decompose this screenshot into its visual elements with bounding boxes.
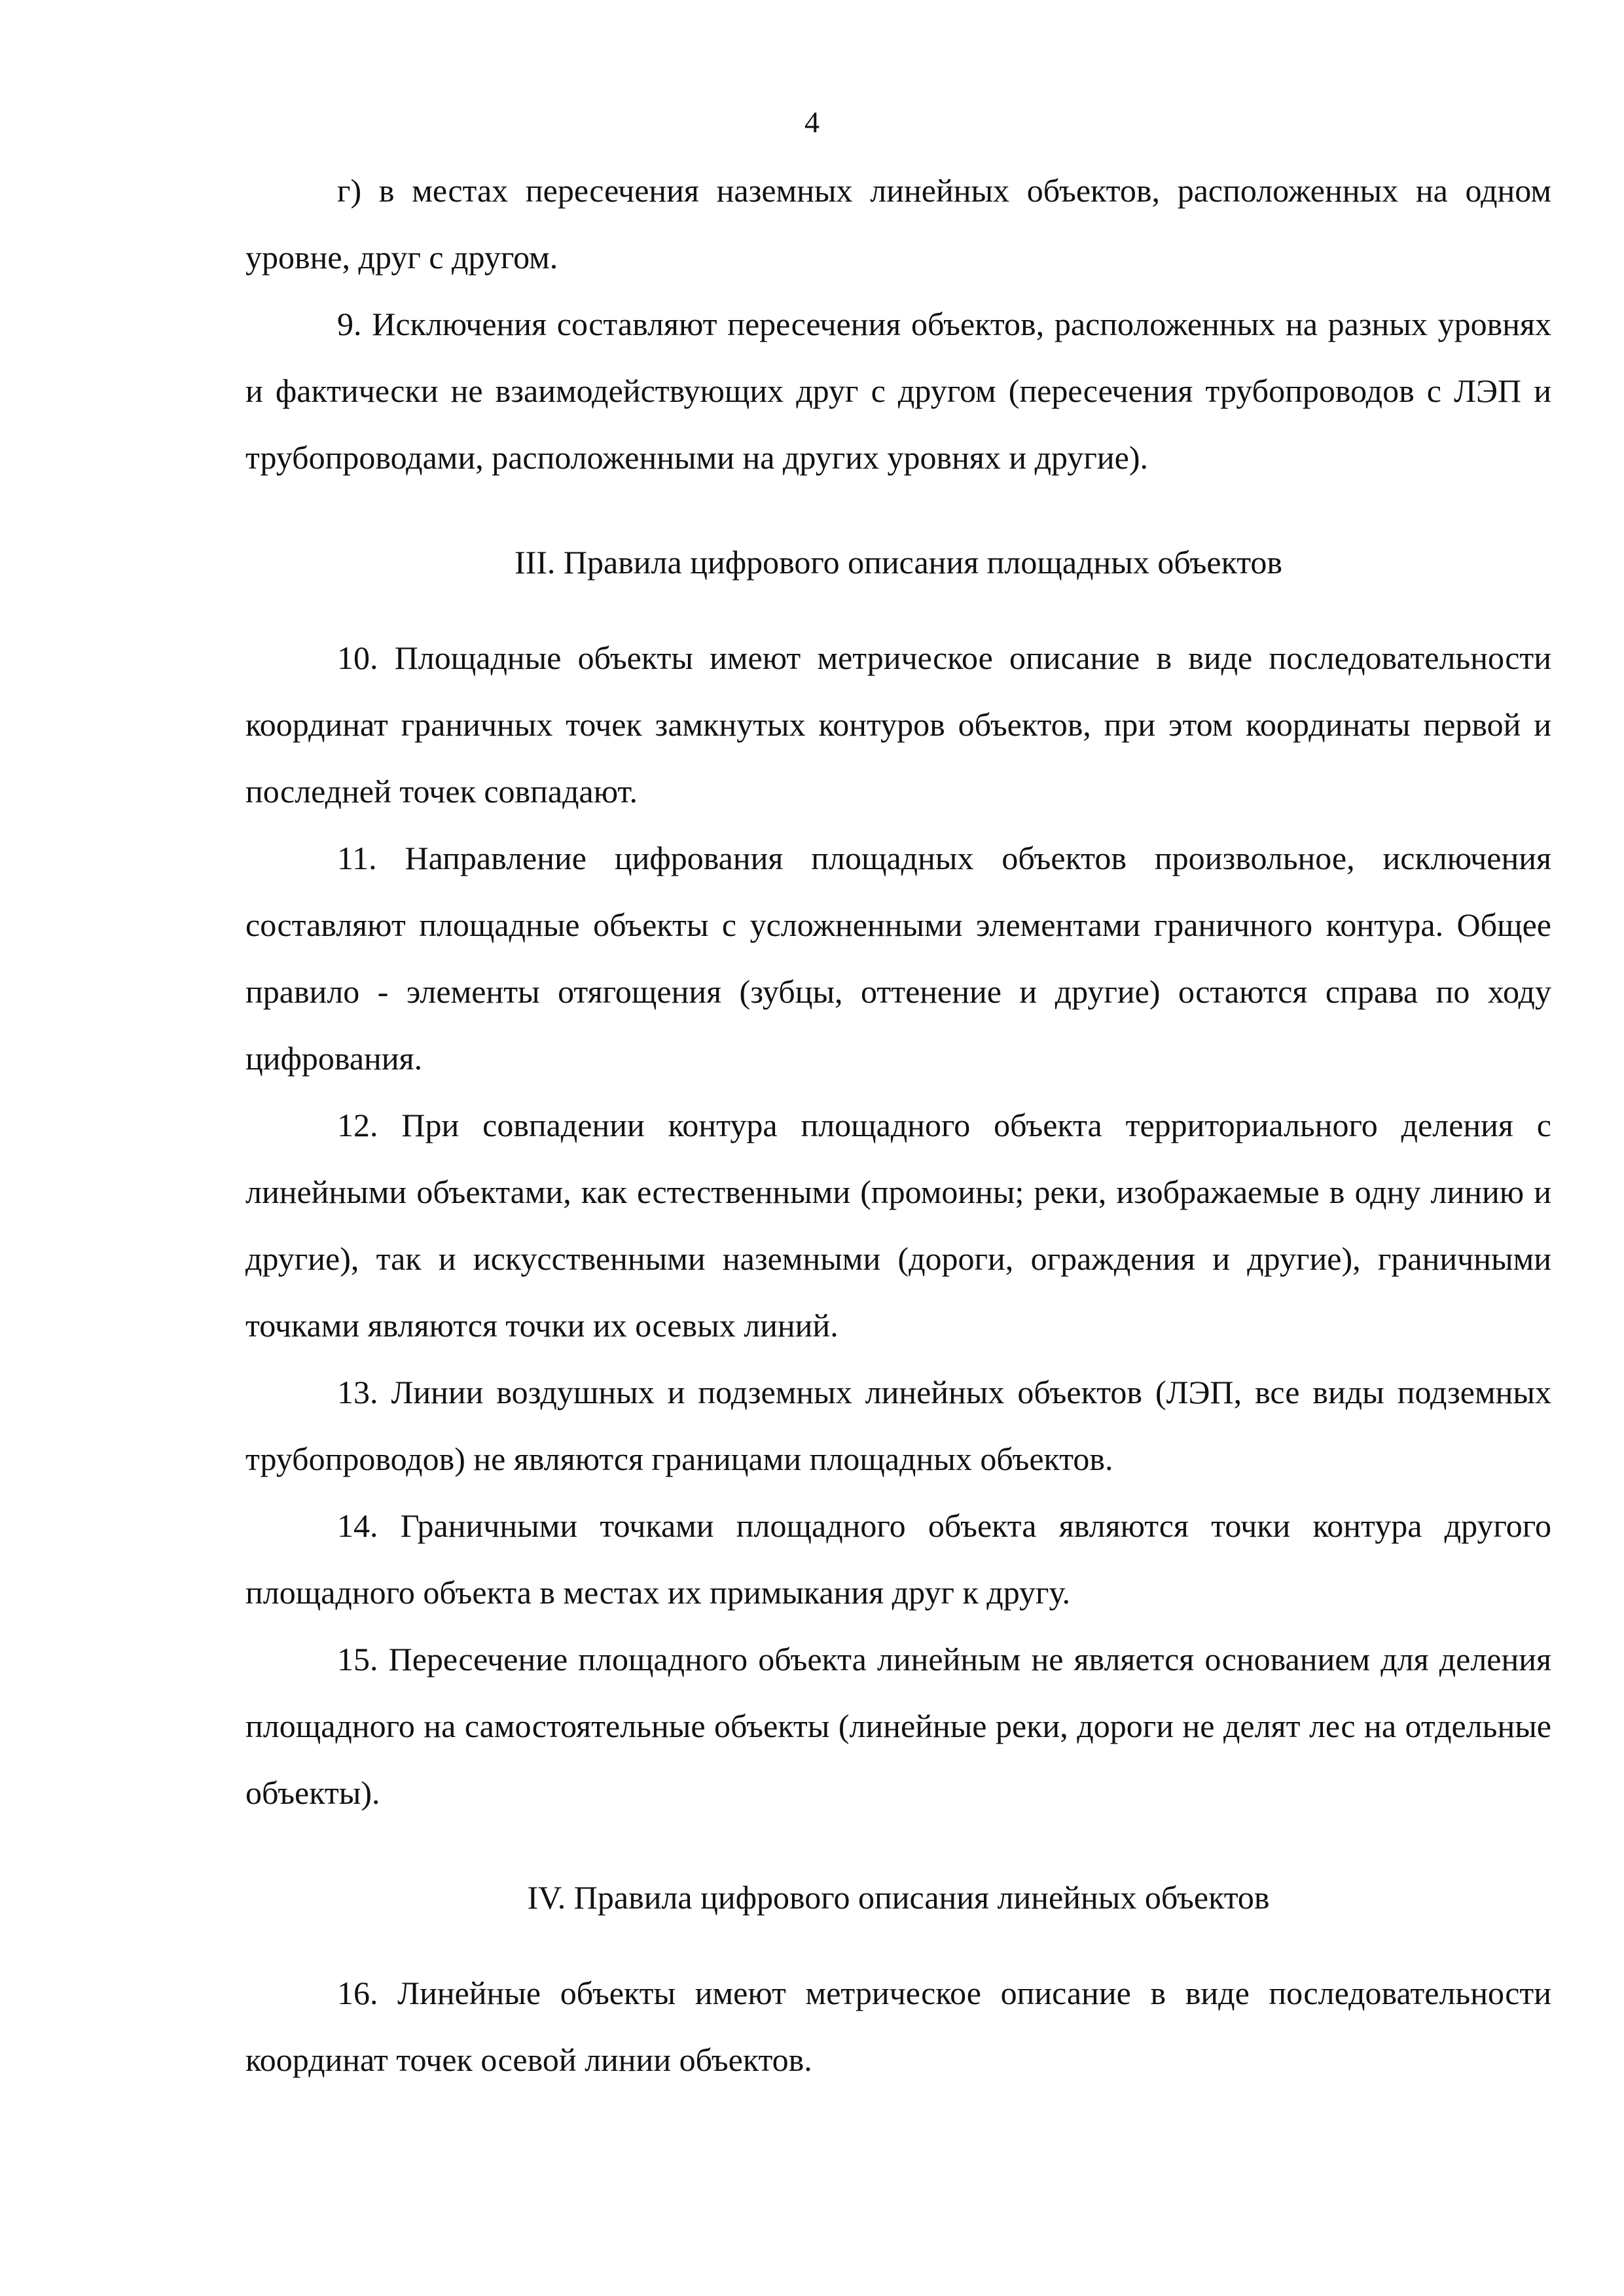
- page-number: 4: [804, 105, 820, 139]
- paragraph-11: 11. Направление цифрования площадных объектов произвольное, исключения составляют площадные объекты с усложненными элементами граничного контура. Общее правило - элементы отягощения (зубцы, оттенение и другие) остаются справа по ходу цифрования.: [245, 840, 1551, 1077]
- paragraph-13: 13. Линии воздушных и подземных линейных объектов (ЛЭП, все виды подземных трубопроводов) не являются границами площадных объектов.: [245, 1374, 1551, 1477]
- paragraph-12: 12. При совпадении контура площадного объекта территориального деления с линейными объектами, как естественными (промоины; реки, изображаемые в одну линию и другие), так и искусственными наземными (дороги, ограждения и другие), граничными точками являются точки их осевых линий.: [245, 1107, 1551, 1344]
- paragraph-9: 9. Исключения составляют пересечения объектов, расположенных на разных уровнях и фактически не взаимодействующих друг с другом (пересечения трубопроводов с ЛЭП и трубопроводами, расположенными на других уровнях и другие).: [245, 306, 1551, 476]
- paragraph-10: 10. Площадные объекты имеют метрическое описание в виде последовательности координат граничных точек замкнутых контуров объектов, при этом координаты первой и последней точек совпадают.: [245, 639, 1551, 810]
- paragraph-8g: г) в местах пересечения наземных линейных объектов, расположенных на одном уровне, друг с другом.: [245, 172, 1551, 276]
- section-heading-iii: III. Правила цифрового описания площадных объектов: [514, 544, 1283, 581]
- paragraph-15: 15. Пересечение площадного объекта линейным не является основанием для деления площадного на самостоятельные объекты (линейные реки, дороги не делят лес на отдельные объекты).: [245, 1641, 1551, 1811]
- document-body: [245, 157, 1551, 2093]
- section-heading-iv: IV. Правила цифрового описания линейных объектов: [527, 1879, 1270, 1916]
- paragraph-16: 16. Линейные объекты имеют метрическое описание в виде последовательности координат точек осевой линии объектов.: [245, 1975, 1551, 2078]
- paragraph-14: 14. Граничными точками площадного объекта являются точки контура другого площадного объекта в местах их примыкания друг к другу.: [245, 1507, 1551, 1611]
